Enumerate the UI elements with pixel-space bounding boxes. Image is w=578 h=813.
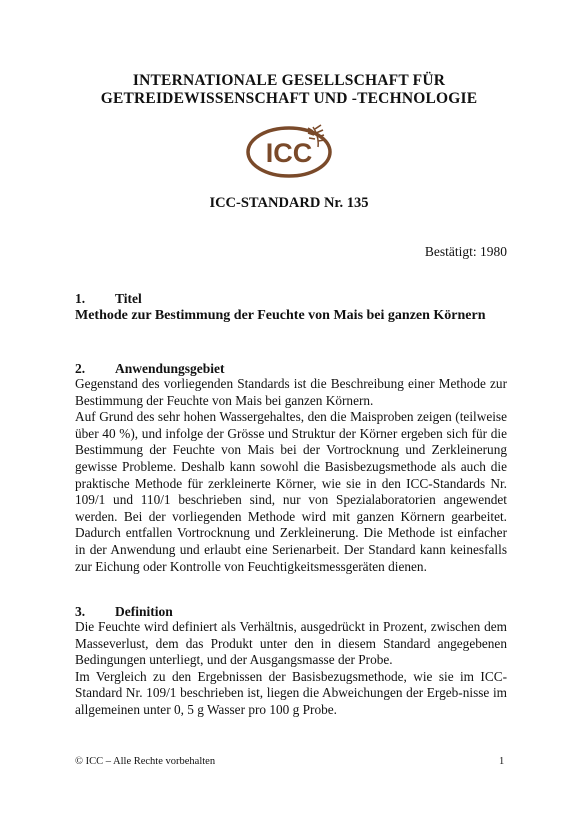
section-2-label: Anwendungsgebiet xyxy=(115,361,225,376)
section-2-paragraph-1: Gegenstand des vorliegenden Standards ist die Beschreibung einer Methode zur Bestimmung der Feuchte von Mais bei ganzen Körnern. xyxy=(75,376,507,408)
section-2-heading xyxy=(75,361,225,377)
copyright-footer: © ICC – Alle Rechte vorbehalten xyxy=(75,756,216,767)
section-3-paragraph-1: Die Feuchte wird definiert als Verhältnis, ausgedrückt in Prozent, zwischen dem Masseverlust, dem das Produkt unter den in diesem Standard angegebenen Bedingungen unterliegt, und der Ausgangsmasse der Probe. xyxy=(75,619,507,668)
section-3-heading xyxy=(75,604,173,620)
approved-date: Bestätigt: 1980 xyxy=(424,244,507,259)
org-name-line2: GETREIDEWISSENSCHAFT UND -TECHNOLOGIE xyxy=(100,90,478,107)
section-1-heading xyxy=(75,291,142,307)
icc-logo-text: ICC xyxy=(265,138,313,168)
section-3-number: 3. xyxy=(75,604,86,619)
section-1-number: 1. xyxy=(75,291,86,306)
icc-logo xyxy=(243,121,343,179)
org-name-line1: INTERNATIONALE GESELLSCHAFT FÜR xyxy=(132,72,446,89)
section-2-paragraph-2: Auf Grund des sehr hohen Wassergehaltes, den die Maisproben zeigen (teilweise über 40 %), und infolge der Grösse und Struktur der Körner ergeben sich für die Bestimmung der Feuchte von Mais bei der Vortrocknung und Zerkleinerung gewisse Probleme. Deshalb kann sowohl die Basisbezugsmethode als auch die praktische Methode für zerkleinerte Körner, wie sie in den ICC-Standards Nr. 109/1 und 110/1 beschrieben sind, nur von Spezialaboratorien angewendet werden. Bei der vorliegenden Methode wird mit ganzen Körnern gearbeitet. Dadurch entfallen Vortrocknung und Zerkleinerung. Die Methode ist einfacher in der Anwendung und erlaubt eine Serienarbeit. Der Standard kann keinesfalls zur Eichung oder Kontrolle von Feuchtigkeitsmessgeräten dienen. xyxy=(75,409,507,574)
section-3-body xyxy=(75,619,507,719)
page-number: 1 xyxy=(499,756,505,767)
section-3-paragraph-2: Im Vergleich zu den Ergebnissen der Basisbezugsmethode, wie sie im ICC-Standard Nr. 109/1 beschrieben ist, liegen die Abweichungen der Ergeb-nisse im allgemeinen unter 0, 5 g Wasser pro 100 g Probe. xyxy=(75,668,507,717)
section-2-body xyxy=(75,376,507,575)
method-title: Methode zur Bestimmung der Feuchte von Mais bei ganzen Körnern xyxy=(75,308,486,323)
section-3-label: Definition xyxy=(115,604,173,619)
standard-title: ICC-STANDARD Nr. 135 xyxy=(209,195,369,211)
icc-logo-emblem xyxy=(243,121,343,179)
section-1-label: Titel xyxy=(115,291,142,306)
section-2-number: 2. xyxy=(75,361,86,376)
